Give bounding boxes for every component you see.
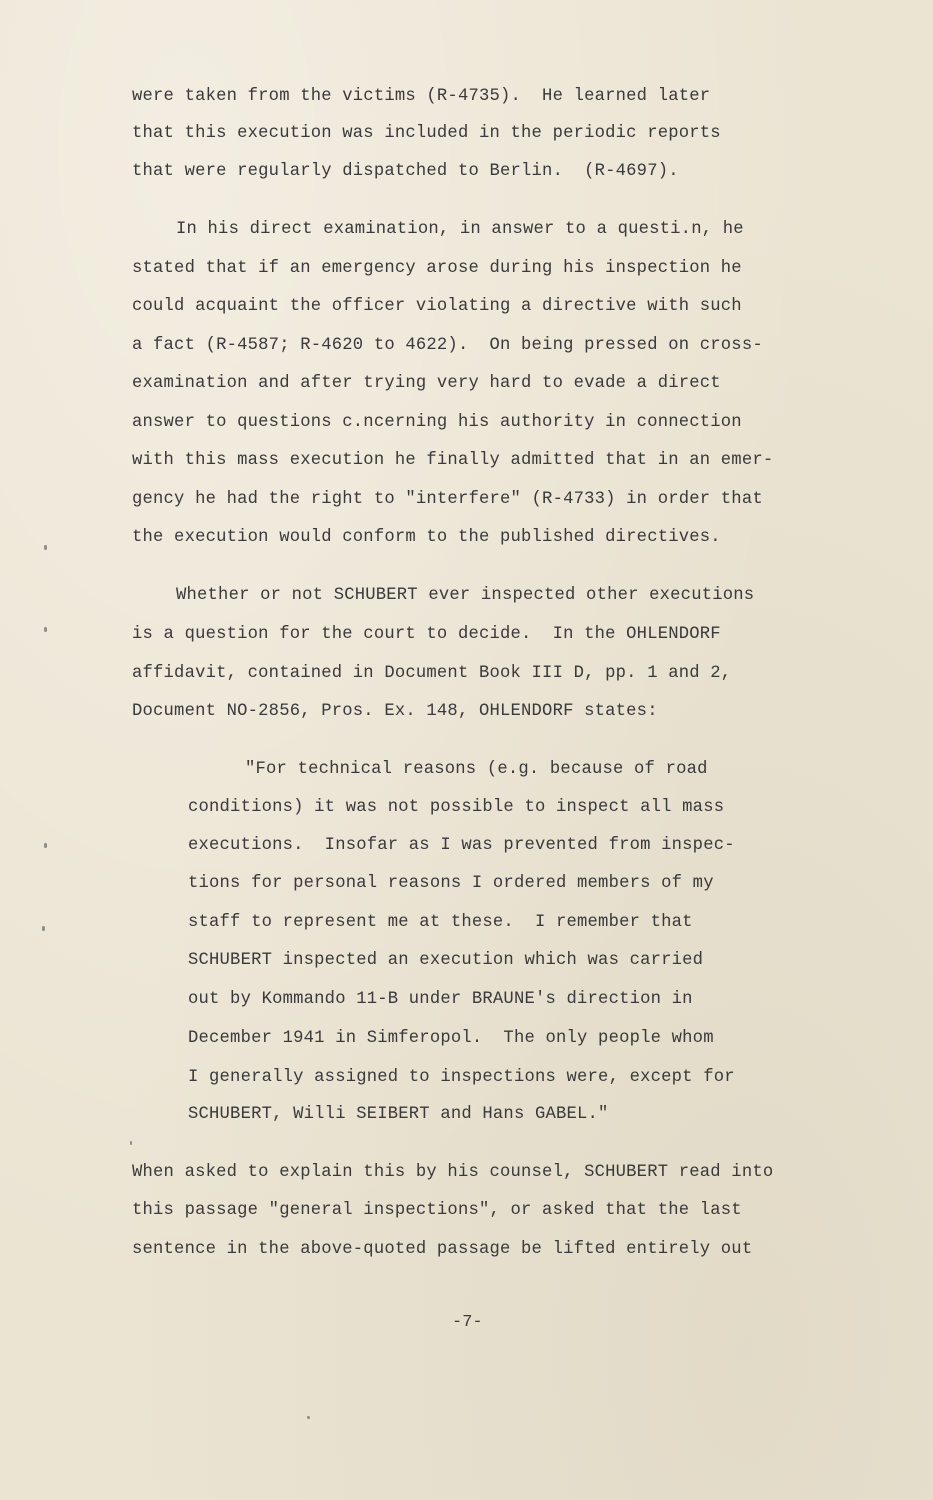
margin-speck <box>44 627 47 632</box>
text-line: were taken from the victims (R-4735). He learned later <box>132 87 711 106</box>
text-line: is a question for the court to decide. In the OHLENDORF <box>132 625 721 644</box>
quote-line: SCHUBERT, Willi SEIBERT and Hans GABEL." <box>188 1105 609 1124</box>
quote-line: out by Kommando 11-B under BRAUNE's direction in <box>188 990 693 1009</box>
text-line: affidavit, contained in Document Book III D, pp. 1 and 2, <box>132 664 732 683</box>
margin-speck <box>44 843 47 848</box>
margin-speck <box>307 1416 310 1419</box>
text-line: that this execution was included in the periodic reports <box>132 124 721 143</box>
quote-line: I generally assigned to inspections were, except for <box>188 1068 735 1087</box>
quote-line: SCHUBERT inspected an execution which was carried <box>188 951 704 970</box>
text-line: Whether or not SCHUBERT ever inspected other executions <box>176 586 755 605</box>
text-line: this passage "general inspections", or asked that the last <box>132 1201 742 1220</box>
text-line: a fact (R-4587; R-4620 to 4622). On being pressed on cross- <box>132 336 763 355</box>
text-line: that were regularly dispatched to Berlin. (R-4697). <box>132 162 679 181</box>
text-line: with this mass execution he finally admitted that in an emer- <box>132 451 774 470</box>
quote-line: "For technical reasons (e.g. because of road <box>245 760 708 779</box>
text-line: could acquaint the officer violating a directive with such <box>132 297 742 316</box>
quote-line: tions for personal reasons I ordered members of my <box>188 874 714 893</box>
margin-speck <box>42 926 45 931</box>
quote-line: staff to represent me at these. I remember that <box>188 913 693 932</box>
text-line: In his direct examination, in answer to a questi.n, he <box>176 220 744 239</box>
margin-speck <box>130 1141 132 1145</box>
text-line: Document NO-2856, Pros. Ex. 148, OHLENDORF states: <box>132 702 658 721</box>
quote-line: December 1941 in Simferopol. The only people whom <box>188 1029 714 1048</box>
text-line: sentence in the above-quoted passage be lifted entirely out <box>132 1240 753 1259</box>
text-line: gency he had the right to "interfere" (R-4733) in order that <box>132 490 763 509</box>
text-line: the execution would conform to the published directives. <box>132 528 721 547</box>
text-line: answer to questions c.ncerning his authority in connection <box>132 413 742 432</box>
quote-line: conditions) it was not possible to inspect all mass <box>188 798 725 817</box>
text-line: stated that if an emergency arose during his inspection he <box>132 259 742 278</box>
page-number: -7- <box>452 1313 483 1332</box>
text-line: When asked to explain this by his counsel, SCHUBERT read into <box>132 1163 774 1182</box>
text-line: examination and after trying very hard to evade a direct <box>132 374 721 393</box>
margin-speck <box>44 545 47 550</box>
quote-line: executions. Insofar as I was prevented from inspec- <box>188 836 735 855</box>
